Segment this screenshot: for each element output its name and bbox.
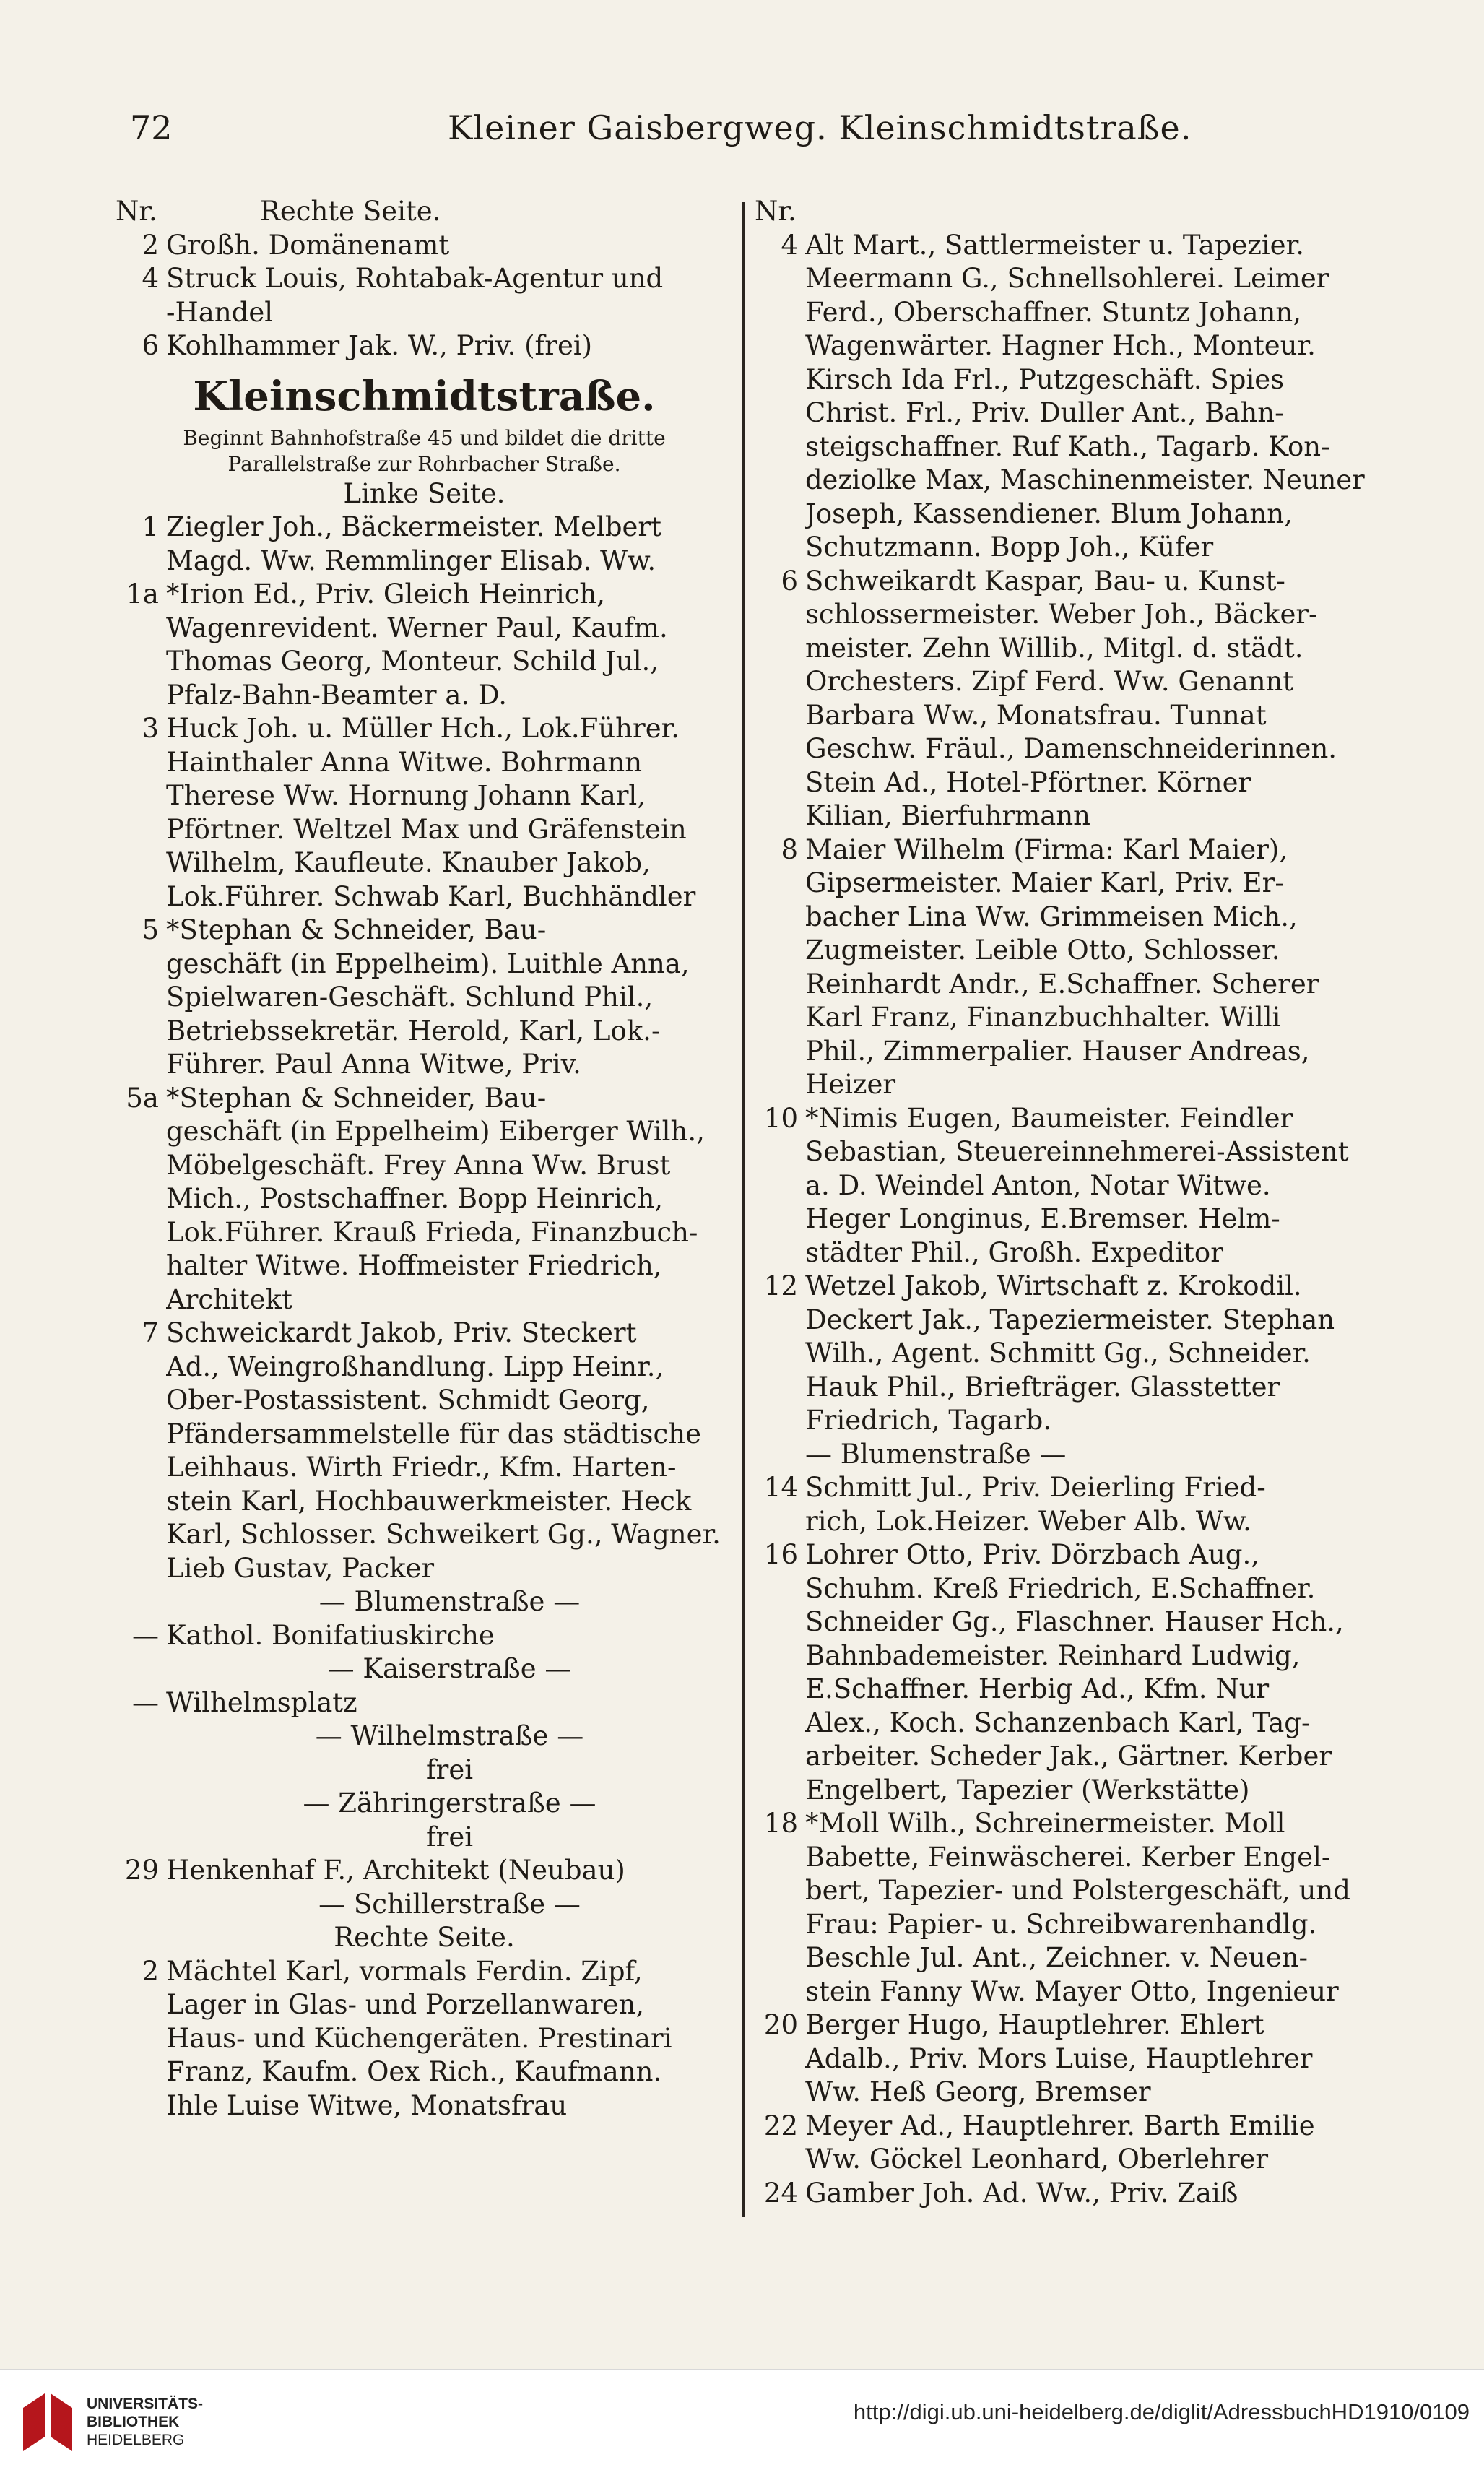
cross-street-line bbox=[116, 1720, 733, 1754]
entry-line: *Moll Wilh., Schreinermeister. Moll bbox=[805, 1808, 1285, 1839]
entry-line: Reinhardt Andr., E.Schaffner. Scherer bbox=[805, 968, 1319, 1000]
page-number: 72 bbox=[130, 108, 173, 147]
cross-street-text: Henkenhaf F., Architekt (Neubau) bbox=[166, 1855, 625, 1886]
entry-text bbox=[166, 914, 733, 1082]
cross-street-line bbox=[116, 1652, 733, 1686]
entry-line: Engelbert, Tapezier (Werkstätte) bbox=[805, 1774, 1250, 1806]
entry-line: Haus- und Küchengeräten. Prestinari bbox=[166, 2022, 672, 2054]
entry-line: Adalb., Priv. Mors Luise, Hauptlehrer bbox=[805, 2042, 1313, 2074]
house-number: 10 bbox=[763, 1102, 798, 1134]
house-number bbox=[116, 1720, 166, 1754]
entry-line: Huck Joh. u. Müller Hch., Lok.Führer. bbox=[166, 713, 680, 744]
entry-line: Ober-Postassistent. Schmidt Georg, bbox=[166, 1384, 650, 1416]
entry-text bbox=[805, 1538, 1365, 1807]
cross-street-line bbox=[116, 1754, 733, 1787]
entry-line: Architekt bbox=[166, 1283, 292, 1315]
entry-line: arbeiter. Scheder Jak., Gärtner. Kerber bbox=[805, 1741, 1332, 1772]
house-number: — bbox=[132, 1619, 159, 1651]
entry-line: Ad., Weingroßhandlung. Lipp Heinr., bbox=[166, 1351, 664, 1382]
entry-line: stein Fanny Ww. Mayer Otto, Ingenieur bbox=[805, 1975, 1339, 2007]
entry-line: Schutzmann. Bopp Joh., Küfer bbox=[805, 532, 1214, 563]
directory-entry bbox=[116, 712, 733, 914]
footer-bar bbox=[0, 2369, 1484, 2475]
entry-text bbox=[166, 712, 733, 914]
entry-text bbox=[805, 1270, 1365, 1471]
cross-street-text: — Schillerstraße — bbox=[318, 1888, 581, 1920]
right-side-entries bbox=[116, 1955, 733, 2123]
entry-line: Stein Ad., Hotel-Pförtner. Körner bbox=[805, 766, 1251, 798]
directory-entry bbox=[116, 1082, 733, 1317]
cross-street-text: Kathol. Bonifatiuskirche bbox=[166, 1619, 495, 1651]
entry-text bbox=[166, 578, 733, 712]
entry-line: Ihle Luise Witwe, Monatsfrau bbox=[166, 2089, 568, 2121]
right-column-entries bbox=[755, 229, 1365, 2211]
house-number: 8 bbox=[781, 833, 798, 865]
entry-line: meister. Zehn Willib., Mitgl. d. städt. bbox=[805, 632, 1303, 664]
entry-line: Lok.Führer. Krauß Frieda, Finanzbuch- bbox=[166, 1216, 698, 1248]
cross-street-line bbox=[116, 1821, 733, 1855]
house-number: 24 bbox=[763, 2177, 798, 2209]
entry-line: Schweikardt Kaspar, Bau- u. Kunst- bbox=[805, 565, 1285, 597]
entry-line: Hauk Phil., Briefträger. Glasstetter bbox=[805, 1371, 1280, 1403]
entry-line: Lohrer Otto, Priv. Dörzbach Aug., bbox=[805, 1539, 1259, 1570]
entry-line: Wagenrevident. Werner Paul, Kaufm. bbox=[166, 612, 668, 643]
street-note-line: Parallelstraße zur Rohrbacher Straße. bbox=[227, 451, 621, 476]
entry-line: Lok.Führer. Schwab Karl, Buchhändler bbox=[166, 880, 696, 912]
entry-line: Maier Wilhelm (Firma: Karl Maier), bbox=[805, 833, 1288, 865]
cross-street-text: — Wilhelmstraße — bbox=[315, 1720, 584, 1751]
entry-line: städter Phil., Großh. Expeditor bbox=[805, 1236, 1223, 1268]
entry-line: geschäft (in Eppelheim) Eiberger Wilh., bbox=[166, 1116, 705, 1147]
directory-entry bbox=[755, 1538, 1365, 1807]
house-number: 6 bbox=[781, 565, 798, 597]
entry-line: halter Witwe. Hoffmeister Friedrich, bbox=[166, 1250, 662, 1281]
entry-line: Ziegler Joh., Bäckermeister. Melbert bbox=[166, 511, 661, 542]
entry-line: Berger Hugo, Hauptlehrer. Ehlert bbox=[805, 2009, 1264, 2040]
entry-text bbox=[805, 1807, 1365, 2008]
entry-line: Franz, Kaufm. Oex Rich., Kaufmann. bbox=[166, 2056, 662, 2087]
entry-line: Struck Louis, Rohtabak-Agentur und bbox=[166, 263, 664, 294]
house-number: 12 bbox=[763, 1270, 798, 1301]
directory-entry bbox=[116, 1317, 733, 1585]
cross-streets bbox=[116, 1585, 733, 1921]
entry-line: Ferd., Oberschaffner. Stuntz Johann, bbox=[805, 296, 1301, 328]
heading-side: Rechte Seite. bbox=[260, 196, 441, 227]
entry-line: stein Karl, Hochbauwerkmeister. Heck bbox=[166, 1485, 692, 1517]
entry-line: — Blumenstraße — bbox=[805, 1438, 1067, 1470]
house-number: 4 bbox=[781, 229, 798, 261]
entry-line: Pfalz-Bahn-Beamter a. D. bbox=[166, 679, 508, 711]
entry-text bbox=[805, 1471, 1365, 1538]
house-number: 3 bbox=[142, 713, 159, 744]
entry-line: Mächtel Karl, vormals Ferdin. Zipf, bbox=[166, 1955, 643, 1987]
entry-line: Pförtner. Weltzel Max und Gräfenstein bbox=[166, 813, 687, 845]
house-number: 1a bbox=[126, 578, 159, 610]
top-entries bbox=[116, 229, 733, 363]
cross-street-text: — Zähringerstraße — bbox=[303, 1787, 596, 1819]
entry-line: Kilian, Bierfuhrmann bbox=[805, 800, 1091, 831]
house-number: 20 bbox=[763, 2009, 798, 2040]
cross-street-text: Wilhelmsplatz bbox=[166, 1686, 357, 1718]
entry-line: Ww. Heß Georg, Bremser bbox=[805, 2076, 1151, 2107]
entry-line: Wilh., Agent. Schmitt Gg., Schneider. bbox=[805, 1338, 1311, 1369]
entry-line: Leihhaus. Wirth Friedr., Kfm. Harten- bbox=[166, 1452, 677, 1483]
entry-line: Spielwaren-Geschäft. Schlund Phil., bbox=[166, 981, 654, 1013]
source-url-link[interactable]: http://digi.ub.uni-heidelberg.de/diglit/AdressbuchHD1910/0109 bbox=[853, 2399, 1470, 2424]
house-number: 14 bbox=[763, 1472, 798, 1503]
entry-line: rich, Lok.Heizer. Weber Alb. Ww. bbox=[805, 1505, 1251, 1537]
entry-line: Mich., Postschaffner. Bopp Heinrich, bbox=[166, 1183, 664, 1214]
entry-line: Wilhelm, Kaufleute. Knauber Jakob, bbox=[166, 847, 651, 878]
directory-entry bbox=[755, 229, 1365, 565]
directory-entry bbox=[116, 578, 733, 712]
house-number: 7 bbox=[142, 1317, 159, 1348]
entry-line: a. D. Weindel Anton, Notar Witwe. bbox=[805, 1169, 1271, 1201]
left-side-entries bbox=[116, 511, 733, 1585]
directory-entry bbox=[755, 1807, 1365, 2008]
house-number: 5 bbox=[142, 914, 159, 945]
directory-entry bbox=[755, 833, 1365, 1102]
house-number: — bbox=[132, 1686, 159, 1718]
entry-line: Wetzel Jakob, Wirtschaft z. Krokodil. bbox=[805, 1270, 1302, 1301]
entry-line: Babette, Feinwäscherei. Kerber Engel- bbox=[805, 1841, 1331, 1873]
entry-line: Thomas Georg, Monteur. Schild Jul., bbox=[166, 646, 659, 677]
entry-line: Sebastian, Steuereinnehmerei-Assistent bbox=[805, 1136, 1349, 1167]
entry-line: Friedrich, Tagarb. bbox=[805, 1405, 1052, 1436]
entry-line: Schweickardt Jakob, Priv. Steckert bbox=[166, 1317, 637, 1348]
entry-line: Joseph, Kassendiener. Blum Johann, bbox=[805, 498, 1293, 529]
house-number bbox=[116, 1585, 166, 1619]
cross-street-line bbox=[116, 1854, 733, 1888]
cross-street-line bbox=[116, 1686, 733, 1720]
street-title: Kleinschmidtstraße. bbox=[193, 372, 656, 420]
entry-line: Hainthaler Anna Witwe. Bohrmann bbox=[166, 746, 643, 778]
entry-text bbox=[166, 1317, 733, 1585]
entry-line: Frau: Papier- u. Schreibwarenhandlg. bbox=[805, 1908, 1317, 1940]
column-heading bbox=[755, 195, 1365, 229]
entry-text bbox=[805, 2177, 1365, 2211]
house-number: 22 bbox=[763, 2110, 798, 2141]
entry-text bbox=[166, 262, 733, 329]
entry-text bbox=[805, 1102, 1365, 1270]
directory-entry bbox=[755, 1102, 1365, 1270]
heading-nr: Nr. bbox=[755, 196, 797, 227]
house-number: 1 bbox=[142, 511, 159, 542]
entry-line: Führer. Paul Anna Witwe, Priv. bbox=[166, 1049, 581, 1080]
entry-line: steigschaffner. Ruf Kath., Tagarb. Kon- bbox=[805, 430, 1330, 462]
entry-text bbox=[805, 833, 1365, 1102]
entry-line: Barbara Ww., Monatsfrau. Tunnat bbox=[805, 699, 1267, 731]
side-heading-right: Rechte Seite. bbox=[334, 1922, 515, 1953]
entry-line: deziolke Max, Maschinenmeister. Neuner bbox=[805, 464, 1365, 495]
house-number: 2 bbox=[142, 229, 159, 261]
entry-line: Lager in Glas- und Porzellanwaren, bbox=[166, 1989, 645, 2020]
directory-entry bbox=[755, 2177, 1365, 2211]
house-number: 2 bbox=[142, 1955, 159, 1987]
house-number: 29 bbox=[124, 1855, 159, 1886]
entry-line: Alex., Koch. Schanzenbach Karl, Tag- bbox=[805, 1707, 1311, 1738]
cross-street-text: — Kaiserstraße — bbox=[327, 1653, 572, 1684]
right-column bbox=[755, 195, 1365, 2210]
cross-street-text: frei bbox=[425, 1821, 474, 1852]
running-head: Kleiner Gaisbergweg. Kleinschmidtstraße. bbox=[448, 108, 1192, 147]
entry-line: Schneider Gg., Flaschner. Hauser Hch., bbox=[805, 1606, 1344, 1637]
left-column bbox=[116, 195, 733, 2123]
house-number bbox=[116, 1787, 166, 1821]
entry-text bbox=[166, 329, 733, 363]
entry-line: *Stephan & Schneider, Bau- bbox=[166, 1082, 547, 1114]
entry-line: Therese Ww. Hornung Johann Karl, bbox=[166, 780, 646, 811]
street-note bbox=[116, 425, 733, 477]
cross-street-line bbox=[116, 1787, 733, 1821]
entry-line: Kohlhammer Jak. W., Priv. (frei) bbox=[166, 330, 593, 361]
entry-line: *Irion Ed., Priv. Gleich Heinrich, bbox=[166, 578, 606, 610]
house-number: 16 bbox=[763, 1539, 798, 1570]
entry-line: Karl, Schlosser. Schweikert Gg., Wagner. bbox=[166, 1519, 721, 1550]
directory-entry bbox=[116, 511, 733, 578]
house-number bbox=[116, 1754, 166, 1787]
entry-line: Gamber Joh. Ad. Ww., Priv. Zaiß bbox=[805, 2177, 1238, 2209]
directory-entry bbox=[116, 229, 733, 263]
entry-line: -Handel bbox=[166, 296, 274, 328]
street-note-line: Beginnt Bahnhofstraße 45 und bildet die dritte bbox=[183, 425, 666, 450]
entry-text bbox=[166, 1955, 733, 2123]
entry-line: Meyer Ad., Hauptlehrer. Barth Emilie bbox=[805, 2110, 1315, 2141]
entry-line: Phil., Zimmerpalier. Hauser Andreas, bbox=[805, 1035, 1310, 1067]
entry-line: Bahnbademeister. Reinhard Ludwig, bbox=[805, 1639, 1301, 1671]
entry-text bbox=[166, 511, 733, 578]
entry-line: Beschle Jul. Ant., Zeichner. v. Neuen- bbox=[805, 1942, 1309, 1973]
entry-line: Zugmeister. Leible Otto, Schlosser. bbox=[805, 935, 1280, 966]
house-number: 6 bbox=[142, 330, 159, 361]
column-heading bbox=[116, 195, 733, 229]
directory-entry bbox=[755, 1471, 1365, 1538]
entry-line: Meermann G., Schnellsohlerei. Leimer bbox=[805, 263, 1329, 294]
house-number bbox=[116, 1821, 166, 1855]
house-number: 18 bbox=[763, 1808, 798, 1839]
entry-line: Wagenwärter. Hagner Hch., Monteur. bbox=[805, 330, 1316, 361]
entry-line: Alt Mart., Sattlermeister u. Tapezier. bbox=[805, 229, 1304, 261]
entry-line: Schuhm. Kreß Friedrich, E.Schaffner. bbox=[805, 1572, 1316, 1604]
library-name-line: UNIVERSITÄTS- bbox=[87, 2396, 204, 2412]
entry-text bbox=[805, 2008, 1365, 2110]
entry-line: Gipsermeister. Maier Karl, Priv. Er- bbox=[805, 867, 1284, 898]
entry-text bbox=[805, 565, 1365, 833]
entry-line: Magd. Ww. Remmlinger Elisab. Ww. bbox=[166, 545, 656, 576]
entry-line: *Stephan & Schneider, Bau- bbox=[166, 914, 547, 945]
directory-entry bbox=[755, 1270, 1365, 1471]
cross-street-text: frei bbox=[425, 1754, 474, 1785]
directory-entry bbox=[116, 262, 733, 329]
entry-text bbox=[166, 229, 733, 263]
entry-line: schlossermeister. Weber Joh., Bäcker- bbox=[805, 599, 1318, 630]
entry-line: Heger Longinus, E.Bremser. Helm- bbox=[805, 1203, 1280, 1234]
entry-line: Geschw. Fräul., Damenschneiderinnen. bbox=[805, 733, 1337, 764]
library-name bbox=[87, 2395, 203, 2449]
entry-line: Ww. Göckel Leonhard, Oberlehrer bbox=[805, 2144, 1269, 2175]
entry-text bbox=[805, 2110, 1365, 2177]
entry-line: Großh. Domänenamt bbox=[166, 229, 450, 261]
directory-entry bbox=[755, 2110, 1365, 2177]
directory-entry bbox=[755, 2008, 1365, 2110]
cross-street-line bbox=[116, 1888, 733, 1922]
entry-line: Lieb Gustav, Packer bbox=[166, 1552, 435, 1584]
heading-nr: Nr. bbox=[116, 196, 157, 227]
entry-line: Pfändersammelstelle für das städtische bbox=[166, 1418, 701, 1449]
house-number: 4 bbox=[142, 263, 159, 294]
entry-line: bacher Lina Ww. Grimmeisen Mich., bbox=[805, 901, 1298, 932]
directory-entry bbox=[116, 329, 733, 363]
directory-entry bbox=[755, 565, 1365, 833]
cross-street-line bbox=[116, 1619, 733, 1653]
entry-text bbox=[166, 1082, 733, 1317]
entry-line: bert, Tapezier- und Polstergeschäft, und bbox=[805, 1875, 1350, 1906]
library-logo-icon bbox=[16, 2386, 78, 2458]
entry-line: Kirsch Ida Frl., Putzgeschäft. Spies bbox=[805, 363, 1285, 395]
cross-street-text: — Blumenstraße — bbox=[318, 1586, 581, 1617]
entry-line: geschäft (in Eppelheim). Luithle Anna, bbox=[166, 948, 690, 979]
library-name-line: HEIDELBERG bbox=[87, 2432, 185, 2448]
entry-line: *Nimis Eugen, Baumeister. Feindler bbox=[805, 1102, 1293, 1134]
entry-line: E.Schaffner. Herbig Ad., Kfm. Nur bbox=[805, 1673, 1270, 1704]
entry-line: Orchesters. Zipf Ferd. Ww. Genannt bbox=[805, 666, 1294, 697]
library-name-line: BIBLIOTHEK bbox=[87, 2414, 180, 2430]
house-number bbox=[116, 1888, 166, 1922]
entry-line: Möbelgeschäft. Frey Anna Ww. Brust bbox=[166, 1149, 671, 1181]
entry-line: Deckert Jak., Tapeziermeister. Stephan bbox=[805, 1304, 1335, 1335]
cross-street-line bbox=[116, 1585, 733, 1619]
entry-text bbox=[805, 229, 1365, 565]
house-number bbox=[116, 1652, 166, 1686]
directory-entry bbox=[116, 1955, 733, 2123]
side-heading-left: Linke Seite. bbox=[343, 477, 505, 509]
directory-entry bbox=[116, 914, 733, 1082]
entry-line: Christ. Frl., Priv. Duller Ant., Bahn- bbox=[805, 397, 1284, 428]
column-divider bbox=[742, 202, 745, 2217]
entry-line: Heizer bbox=[805, 1069, 896, 1100]
entry-line: Karl Franz, Finanzbuchhalter. Willi bbox=[805, 1002, 1281, 1033]
house-number: 5a bbox=[126, 1082, 159, 1114]
entry-line: Schmitt Jul., Priv. Deierling Fried- bbox=[805, 1472, 1266, 1503]
entry-line: Betriebssekretär. Herold, Karl, Lok.- bbox=[166, 1015, 661, 1046]
